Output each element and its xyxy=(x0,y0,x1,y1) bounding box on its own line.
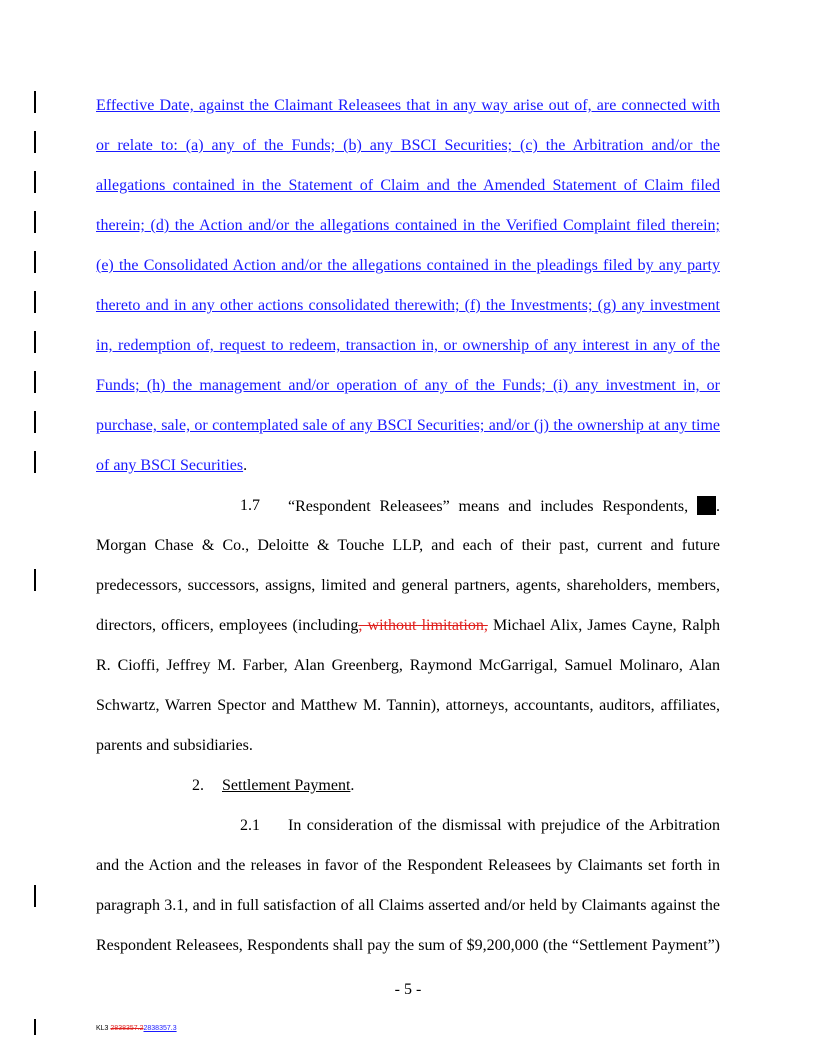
change-bar xyxy=(34,171,36,193)
paragraph-line: and the Action and the releases in favor of the Respondent Releasees by Claimants set forth in xyxy=(96,857,720,874)
paragraph-line: paragraph 3.1, and in full satisfaction of all Claims asserted and/or held by Claimants against the xyxy=(96,897,720,914)
change-bar xyxy=(34,91,36,113)
inserted-doc-id: 2838357.3 xyxy=(143,1025,177,1032)
paragraph-line xyxy=(96,456,247,476)
inserted-text: of any BSCI Securities xyxy=(96,457,244,474)
period: . xyxy=(350,777,355,794)
period: . xyxy=(716,498,721,515)
section-1-7-line xyxy=(288,496,720,517)
change-bar xyxy=(34,411,36,433)
paragraph-line: therein; (d) the Action and/or the allegations contained in the Verified Complaint filed therein; xyxy=(96,217,720,234)
change-bar xyxy=(34,211,36,233)
paragraph-line: thereto and in any other actions consolidated therewith; (f) the Investments; (g) any investment xyxy=(96,297,720,314)
change-bar xyxy=(34,331,36,353)
section-number-2: 2. xyxy=(192,777,204,794)
paragraph-line xyxy=(96,616,720,636)
text-run: Michael Alix, James Cayne, Ralph xyxy=(487,617,721,634)
section-2-1-line: In consideration of the dismissal with prejudice of the Arbitration xyxy=(288,817,720,834)
section-1-7-text: “Respondent Releasees” means and includes Respondents, xyxy=(288,498,689,515)
period: . xyxy=(243,457,248,474)
footer-prefix: KL3 xyxy=(96,1025,111,1032)
paragraph-line: or relate to: (a) any of the Funds; (b) any BSCI Securities; (c) the Arbitration and/or the xyxy=(96,137,720,154)
paragraph-line: Respondent Releasees, Respondents shall pay the sum of $9,200,000 (the “Settlement Payment”) xyxy=(96,937,720,954)
paragraph-line: predecessors, successors, assigns, limited and general partners, agents, shareholders, members, xyxy=(96,577,720,594)
section-title: Settlement Payment xyxy=(222,777,351,794)
change-bar xyxy=(34,251,36,273)
paragraph-line: (e) the Consolidated Action and/or the allegations contained in the pleadings filed by any party xyxy=(96,257,720,274)
paragraph-line: Funds; (h) the management and/or operation of any of the Funds; (i) any investment in, or xyxy=(96,377,720,394)
change-bar xyxy=(34,885,36,907)
section-heading xyxy=(222,776,354,796)
paragraph-line: allegations contained in the Statement of Claim and the Amended Statement of Claim filed xyxy=(96,177,720,194)
text-run: directors, officers, employees (including xyxy=(96,617,359,634)
redaction-block xyxy=(697,496,716,515)
change-bar xyxy=(34,451,36,473)
page-number: - 5 - xyxy=(394,981,422,998)
paragraph-line: in, redemption of, request to redeem, transaction in, or ownership of any interest in any of the xyxy=(96,337,720,354)
paragraph-line: R. Cioffi, Jeffrey M. Farber, Alan Greenberg, Raymond McGarrigal, Samuel Molinaro, Alan xyxy=(96,657,720,674)
document-id-footer xyxy=(96,1023,177,1035)
deleted-text: , without limitation, xyxy=(358,617,488,634)
change-bar xyxy=(34,131,36,153)
section-number-1-7: 1.7 xyxy=(240,497,260,514)
change-bar xyxy=(34,569,36,591)
change-bar xyxy=(34,291,36,313)
paragraph-line: Schwartz, Warren Spector and Matthew M. Tannin), attorneys, accountants, auditors, affiliates, xyxy=(96,697,720,714)
change-bar xyxy=(34,1019,36,1035)
deleted-doc-id: 2838357.2 xyxy=(110,1025,144,1032)
paragraph-line: purchase, sale, or contemplated sale of any BSCI Securities; and/or (j) the ownership at any time xyxy=(96,417,720,434)
paragraph-line: parents and subsidiaries. xyxy=(96,737,253,754)
paragraph-line: Effective Date, against the Claimant Releasees that in any way arise out of, are connected with xyxy=(96,97,720,114)
change-bar xyxy=(34,371,36,393)
section-number-2-1: 2.1 xyxy=(240,817,260,834)
paragraph-line: Morgan Chase & Co., Deloitte & Touche LLP, and each of their past, current and future xyxy=(96,537,720,554)
